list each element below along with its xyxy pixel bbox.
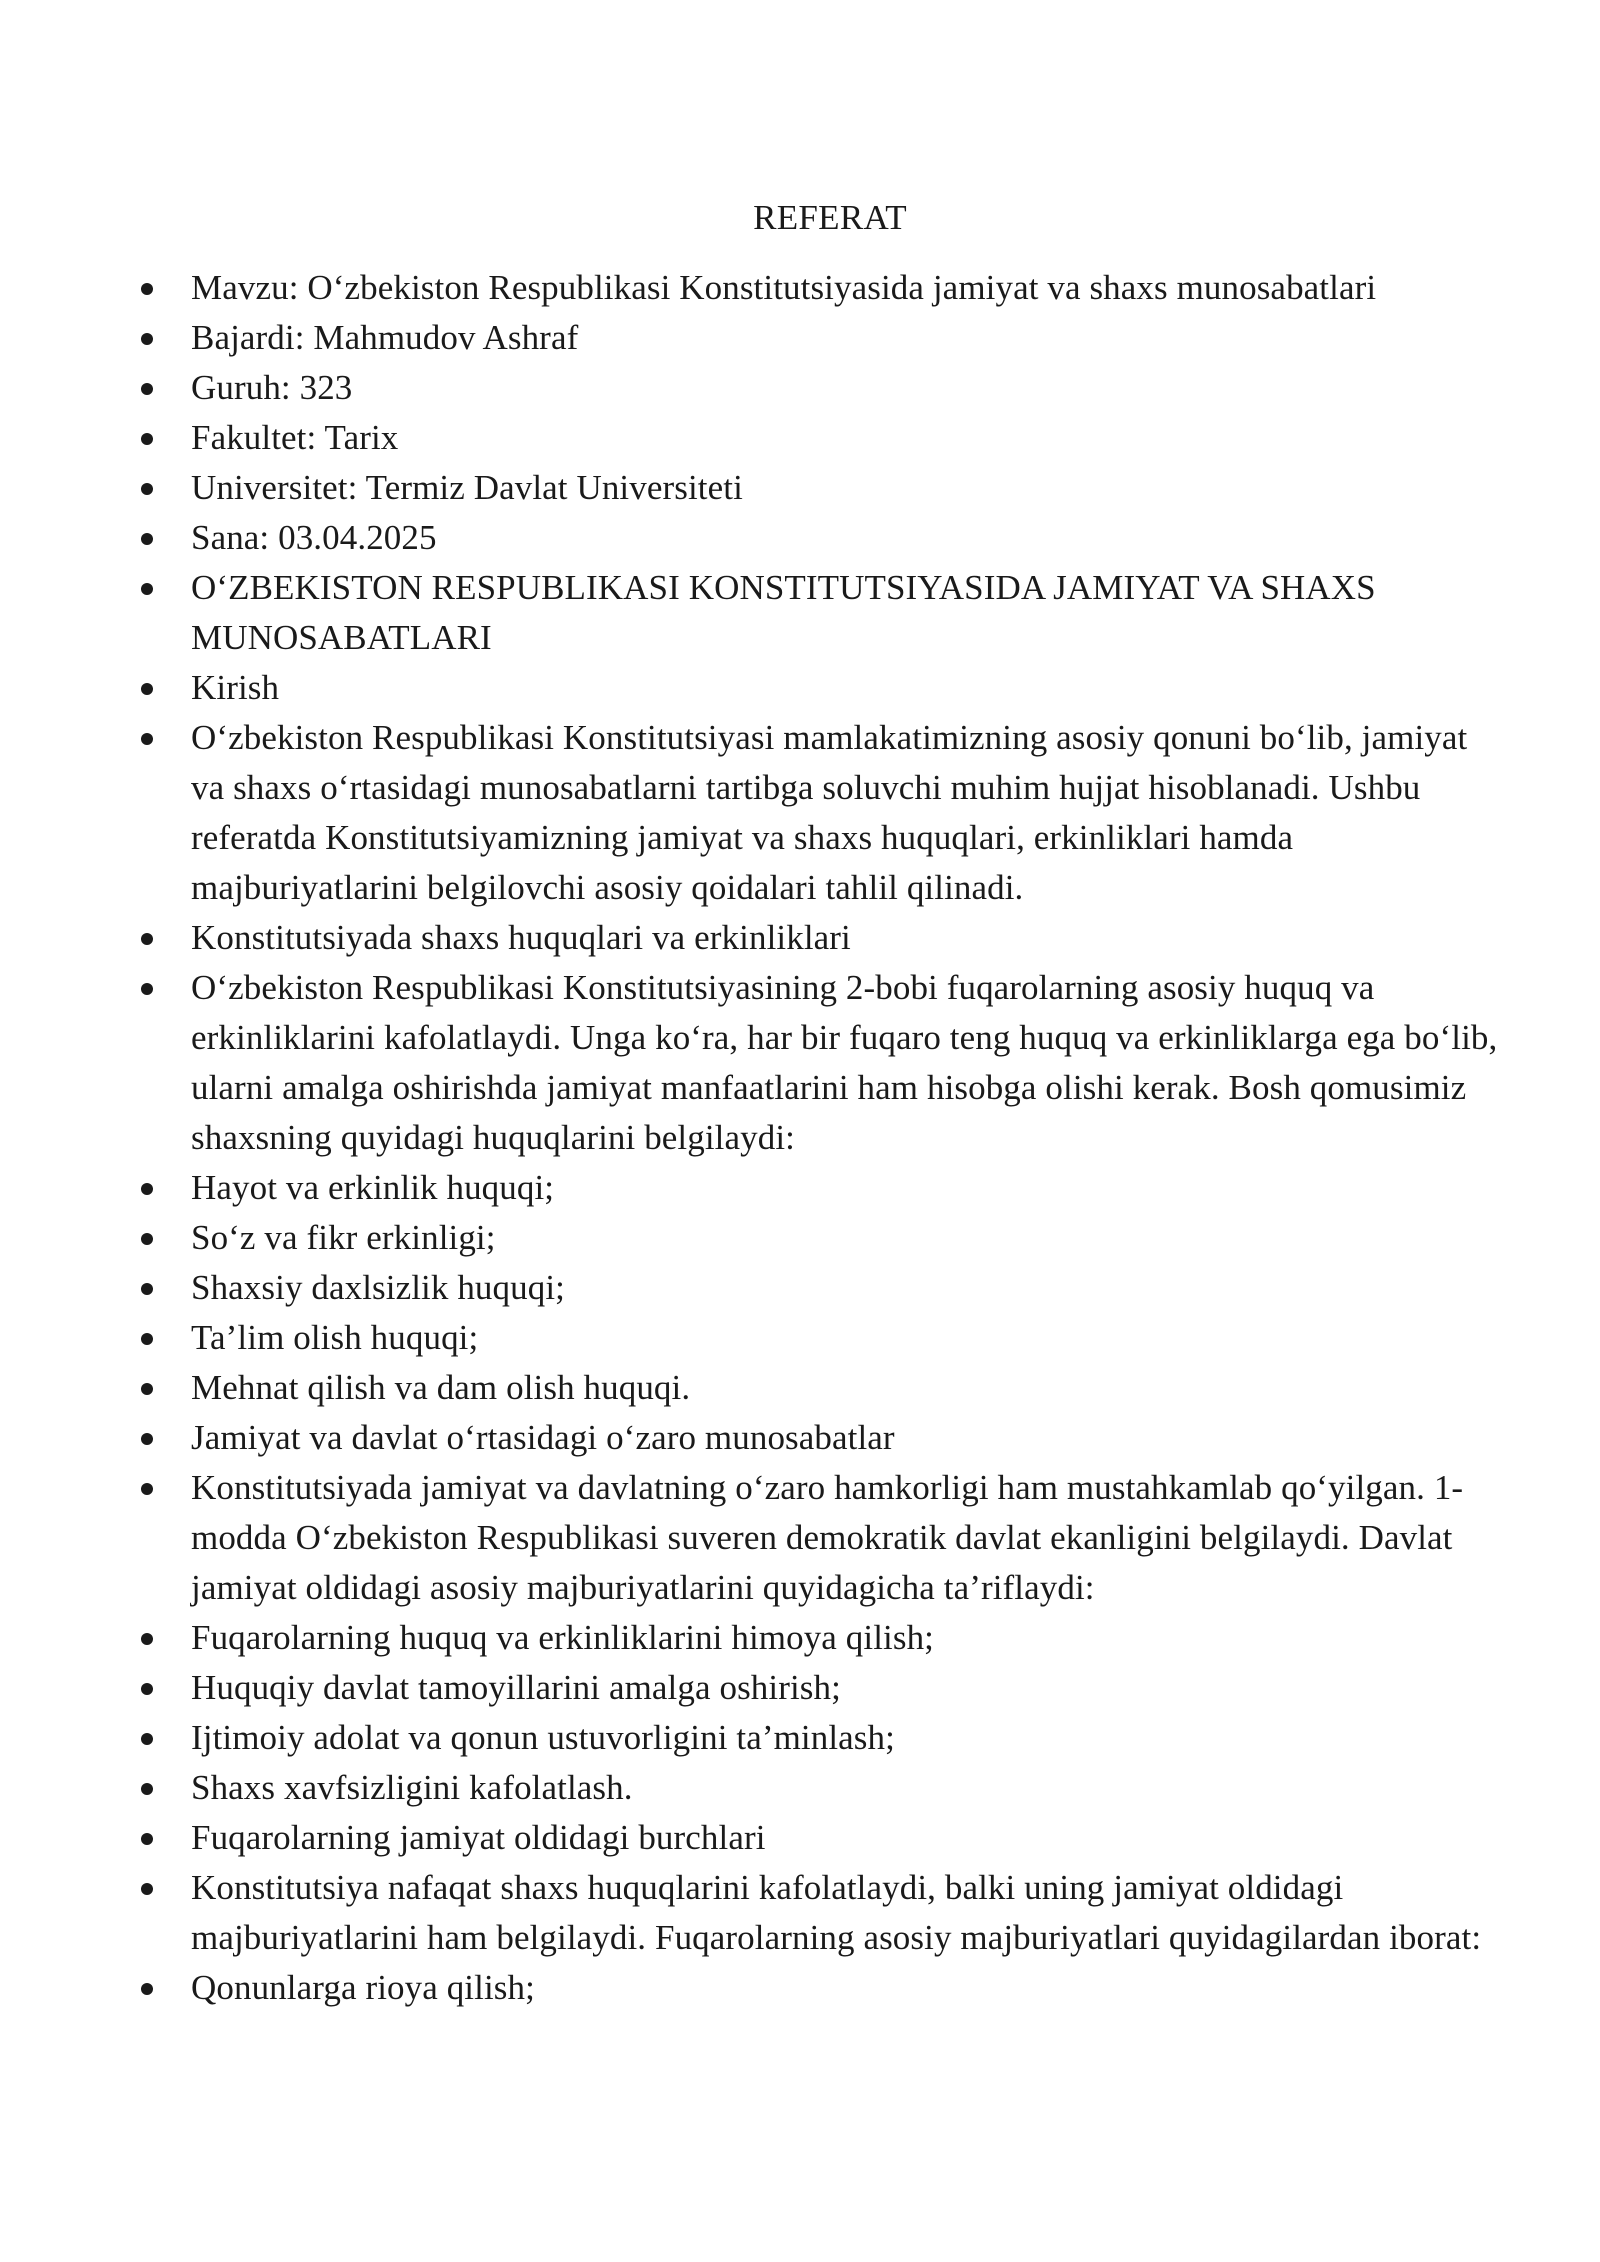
list-item (0, 1363, 1501, 1413)
bullet-icon (141, 1733, 153, 1745)
list-item (0, 563, 1501, 663)
bullet-icon (141, 1433, 153, 1445)
bullet-icon (141, 1333, 153, 1345)
content-list (0, 263, 1600, 2013)
list-item-text: Ijtimoiy adolat va qonun ustuvorligini ta’minlash; (191, 1718, 895, 1757)
list-item (0, 1713, 1501, 1763)
bullet-icon (141, 1183, 153, 1195)
list-item (0, 413, 1501, 463)
bullet-icon (141, 1233, 153, 1245)
bullet-icon (141, 433, 153, 445)
bullet-icon (141, 1833, 153, 1845)
list-item-text: Kirish (191, 668, 280, 707)
bullet-icon (141, 1983, 153, 1995)
list-item-text: Jamiyat va davlat o‘rtasidagi o‘zaro munosabatlar (191, 1418, 895, 1457)
list-item-text: Sana: 03.04.2025 (191, 518, 437, 557)
list-item (0, 1413, 1501, 1463)
list-item-text: Shaxs xavfsizligini kafolatlash. (191, 1768, 633, 1807)
list-item (0, 1813, 1501, 1863)
list-item-text: O‘ZBEKISTON RESPUBLIKASI KONSTITUTSIYASIDA JAMIYAT VA SHAXS MUNOSABATLARI (191, 568, 1376, 657)
bullet-icon (141, 983, 153, 995)
list-item (0, 663, 1501, 713)
bullet-icon (141, 1283, 153, 1295)
list-item (0, 1213, 1501, 1263)
list-item-text: Hayot va erkinlik huquqi; (191, 1168, 555, 1207)
bullet-icon (141, 533, 153, 545)
list-item-text: So‘z va fikr erkinligi; (191, 1218, 496, 1257)
bullet-icon (141, 1783, 153, 1795)
list-item (0, 1463, 1501, 1613)
bullet-icon (141, 583, 153, 595)
list-item (0, 1663, 1501, 1713)
list-item (0, 1163, 1501, 1213)
list-item-text: Konstitutsiyada shaxs huquqlari va erkinliklari (191, 918, 851, 957)
bullet-icon (141, 333, 153, 345)
bullet-icon (141, 733, 153, 745)
bullet-icon (141, 483, 153, 495)
list-item-text: Huquqiy davlat tamoyillarini amalga oshirish; (191, 1668, 841, 1707)
list-item-text: Fuqarolarning huquq va erkinliklarini himoya qilish; (191, 1618, 935, 1657)
list-item (0, 1613, 1501, 1663)
bullet-icon (141, 683, 153, 695)
bullet-icon (141, 1633, 153, 1645)
list-item-text: O‘zbekiston Respublikasi Konstitutsiyasining 2-bobi fuqarolarning asosiy huquq va erkinliklarini kafolatlaydi. Unga ko‘ra, har bir fuqaro teng huquq va erkinliklarga ega bo‘lib, ularni amalga oshirishda jamiyat manfaatlarini ham hisobga olishi kerak. Bosh qomusimiz shaxsning quyidagi huquqlarini belgilaydi: (191, 968, 1498, 1157)
bullet-icon (141, 283, 153, 295)
list-item-text: Universitet: Termiz Davlat Universiteti (191, 468, 743, 507)
list-item-text: Mehnat qilish va dam olish huquqi. (191, 1368, 691, 1407)
bullet-icon (141, 1683, 153, 1695)
bullet-icon (141, 933, 153, 945)
bullet-icon (141, 383, 153, 395)
list-item (0, 263, 1501, 313)
bullet-icon (141, 1483, 153, 1495)
list-item (0, 1313, 1501, 1363)
list-item (0, 913, 1501, 963)
document-title: REFERAT (753, 198, 907, 237)
list-item-text: Konstitutsiyada jamiyat va davlatning o‘zaro hamkorligi ham mustahkamlab qo‘yilgan. 1-modda O‘zbekiston Respublikasi suveren demokratik davlat ekanligini belgilaydi. Davlat jamiyat oldidagi asosiy majburiyatlarini quyidagicha ta’riflaydi: (191, 1468, 1464, 1607)
list-item-text: Mavzu: O‘zbekiston Respublikasi Konstitutsiyasida jamiyat va shaxs munosabatlari (191, 268, 1377, 307)
list-item-text: Qonunlarga rioya qilish; (191, 1968, 535, 2007)
list-item (0, 1963, 1501, 2013)
list-item-text: Guruh: 323 (191, 368, 353, 407)
bullet-icon (141, 1383, 153, 1395)
list-item (0, 363, 1501, 413)
list-item (0, 1263, 1501, 1313)
list-item (0, 463, 1501, 513)
list-item (0, 963, 1501, 1163)
list-item (0, 313, 1501, 363)
list-item-text: Bajardi: Mahmudov Ashraf (191, 318, 579, 357)
list-item-text: Fuqarolarning jamiyat oldidagi burchlari (191, 1818, 766, 1857)
list-item (0, 1763, 1501, 1813)
list-item (0, 513, 1501, 563)
list-item-text: O‘zbekiston Respublikasi Konstitutsiyasi mamlakatimizning asosiy qonuni bo‘lib, jamiyat va shaxs o‘rtasidagi munosabatlarni tartibga soluvchi muhim hujjat hisoblanadi. Ushbu referatda Konstitutsiyamizning jamiyat va shaxs huquqlari, erkinliklari hamda majburiyatlarini belgilovchi asosiy qoidalari tahlil qilinadi. (191, 718, 1468, 907)
list-item (0, 713, 1501, 913)
list-item (0, 1863, 1501, 1963)
bullet-icon (141, 1883, 153, 1895)
list-item-text: Ta’lim olish huquqi; (191, 1318, 479, 1357)
list-item-text: Fakultet: Tarix (191, 418, 399, 457)
list-item-text: Konstitutsiya nafaqat shaxs huquqlarini kafolatlaydi, balki uning jamiyat oldidagi majburiyatlarini ham belgilaydi. Fuqarolarning asosiy majburiyatlari quyidagilardan iborat: (191, 1868, 1482, 1957)
list-item-text: Shaxsiy daxlsizlik huquqi; (191, 1268, 565, 1307)
